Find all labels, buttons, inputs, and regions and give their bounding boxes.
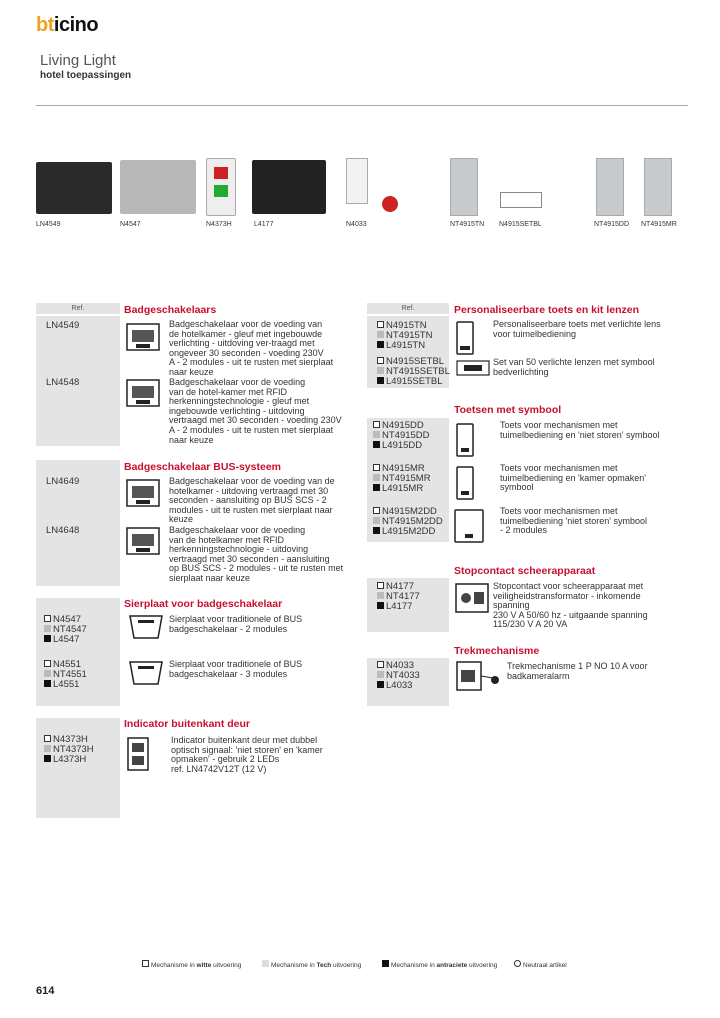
door-indicator-icon xyxy=(126,736,150,777)
grey-square-icon xyxy=(377,671,384,678)
black-square-icon xyxy=(44,755,51,762)
product-description: Indicator buitenkant deur met dubbel optisch signaal: 'niet storen' en 'kamer opmaken' - gebruik 2 LEDs ref. LN4742V12T (12 V) xyxy=(171,735,323,774)
grey-square-icon xyxy=(44,745,51,752)
grey-square-icon xyxy=(44,625,51,632)
ref-code: LN4649 xyxy=(46,476,80,487)
product-description: Badgeschakelaar voor de voeding van de hotelkamer met RFID herkenningstechnologie - uitdoving vertraagd met 30 seconden - aansluiting op BUS SCS - 2 modules - uit te rusten met sierplaat naar keuze xyxy=(169,525,344,583)
badge-switch-icon xyxy=(126,322,160,352)
grey-square-icon xyxy=(377,331,384,338)
product-label: N4373H xyxy=(206,221,232,228)
black-square-icon xyxy=(377,681,384,688)
white-square-icon xyxy=(142,960,149,967)
circle-icon xyxy=(514,960,521,967)
product-description: Toets voor mechanismen met tuimelbediening en 'kamer opmaken' symbool xyxy=(500,463,647,493)
legend-item-antraciete: Mechanisme in antraciete uitvoering xyxy=(382,960,497,969)
product-description: Trekmechanisme 1 P NO 10 A voor badkameralarm xyxy=(507,661,648,681)
product-image-n4547 xyxy=(120,160,196,214)
bticino-logo: bticino xyxy=(36,14,99,36)
grey-square-icon xyxy=(373,431,380,438)
header-divider xyxy=(36,105,688,106)
white-square-icon xyxy=(373,421,380,428)
product-description: Badgeschakelaar voor de voeding van de hotelkamer - uitdoving vertraagd met 30 seconden - aansluiting op BUS SCS - 2 modules - uit te rusten met sierplaat naar keuze xyxy=(169,476,335,525)
product-image-l4177 xyxy=(252,160,326,214)
black-square-icon xyxy=(377,341,384,348)
ref-bar xyxy=(36,718,120,818)
green-indicator-icon xyxy=(214,185,228,197)
lens-set-icon xyxy=(456,360,490,381)
white-square-icon xyxy=(44,660,51,667)
section-title-stopcontact: Stopcontact scheerapparaat xyxy=(454,565,596,577)
white-square-icon xyxy=(44,615,51,622)
bus-badge-switch-rfid-icon xyxy=(126,526,160,556)
section-title-sierplaat: Sierplaat voor badgeschakelaar xyxy=(124,598,283,610)
product-label: N4547 xyxy=(120,221,141,228)
legend-item-tech: Mechanisme in Tech uitvoering xyxy=(262,960,361,969)
white-square-icon xyxy=(373,464,380,471)
make-up-room-key-icon xyxy=(455,465,475,506)
ref-group: N4915M2DD NT4915M2DD L4915M2DD xyxy=(373,507,443,537)
page-number: 614 xyxy=(36,985,55,997)
ref-code: LN4549 xyxy=(46,320,80,331)
product-description: Toets voor mechanismen met tuimelbediening en 'niet storen' symbool xyxy=(500,420,660,440)
section-title-trekmechanisme: Trekmechanisme xyxy=(454,645,540,657)
product-description: Toets voor mechanismen met tuimelbediening 'niet storen' symbool - 2 modules xyxy=(500,506,648,536)
white-square-icon xyxy=(44,735,51,742)
white-square-icon xyxy=(373,507,380,514)
product-image-n4373h xyxy=(206,158,236,216)
cover-plate-3mod-icon xyxy=(126,658,166,688)
product-image-nt4915tn xyxy=(450,158,478,216)
ref-group: N4547 NT4547 L4547 xyxy=(44,615,87,645)
white-square-icon xyxy=(377,357,384,364)
page-subtitle: hotel toepassingen xyxy=(40,70,132,81)
grey-square-icon xyxy=(377,592,384,599)
product-description: Set van 50 verlichte lenzen met symbool bedverlichting xyxy=(493,357,655,377)
white-square-icon xyxy=(377,661,384,668)
ref-group: N4551 NT4551 L4551 xyxy=(44,660,87,690)
grey-square-icon xyxy=(44,670,51,677)
product-image-ln4549 xyxy=(36,162,112,214)
product-description: Stopcontact voor scheerapparaat met veiligheidstransformator - inkomende spanning 230 V A 50/60 hz - uitgaande spanning 115/230 V A 20 VA xyxy=(493,581,648,630)
product-image-nt4915mr xyxy=(644,158,672,216)
section-title-badgeschakelaars: Badgeschakelaars xyxy=(124,304,217,316)
product-label: NT4915TN xyxy=(450,221,485,228)
shaver-socket-icon xyxy=(454,582,490,619)
pull-ball-icon xyxy=(382,196,398,212)
black-square-icon xyxy=(377,377,384,384)
bus-badge-switch-icon xyxy=(126,478,160,508)
ref-code: LN4548 xyxy=(46,377,80,388)
product-label: LN4549 xyxy=(36,221,61,228)
grey-square-icon xyxy=(373,474,380,481)
product-label: NT4915MR xyxy=(641,221,677,228)
black-square-icon xyxy=(377,602,384,609)
product-description: Badgeschakelaar voor de voeding van de hotelkamer - gleuf met ingebouwde verlichting - uitdoving ver-traagd met ongeveer 30 seconden - voeding 230V A - 2 modules - uit te rusten met sierplaat naar keuze xyxy=(169,319,334,377)
product-image-n4915setbl xyxy=(500,192,542,208)
section-title-badgeschakelaar-bus: Badgeschakelaar BUS-systeem xyxy=(124,461,281,473)
black-square-icon xyxy=(373,484,380,491)
product-description: Badgeschakelaar voor de voeding van de hotel-kamer met RFID herkenningstechnologie - gleuf met ingebouwde verlichting - uitdoving vertraagd met 30 seconden - voeding 230V A - 2 modules - uit te rusten met sierplaat naar keuze xyxy=(169,377,342,445)
product-label: NT4915DD xyxy=(594,221,630,228)
pull-switch-body xyxy=(346,158,368,204)
product-description: Sierplaat voor traditionele of BUS badgeschakelaar - 2 modules xyxy=(169,614,303,634)
product-image-nt4915dd xyxy=(596,158,624,216)
red-indicator-icon xyxy=(214,167,228,179)
ref-group: N4915MR NT4915MR L4915MR xyxy=(373,464,431,494)
cover-plate-icon xyxy=(126,612,166,642)
light-grey-square-icon xyxy=(262,960,269,967)
black-square-icon xyxy=(373,441,380,448)
legend-item-white: Mechanisme in witte uitvoering xyxy=(142,960,241,969)
product-label: N4033 xyxy=(346,221,367,228)
ref-column-header: Ref. xyxy=(36,303,120,314)
pull-cord-mechanism-icon xyxy=(455,660,501,697)
ref-group: N4177 NT4177 L4177 xyxy=(377,582,420,612)
do-not-disturb-key-icon xyxy=(455,422,475,463)
do-not-disturb-2mod-key-icon xyxy=(453,508,485,549)
grey-square-icon xyxy=(377,367,384,374)
black-square-icon xyxy=(373,527,380,534)
section-title-indicator: Indicator buitenkant deur xyxy=(124,718,251,730)
black-square-icon xyxy=(44,680,51,687)
grey-square-icon xyxy=(373,517,380,524)
ref-group: N4373H NT4373H L4373H xyxy=(44,735,94,765)
product-description: Sierplaat voor traditionele of BUS badgeschakelaar - 3 modules xyxy=(169,659,303,679)
white-square-icon xyxy=(377,321,384,328)
black-square-icon xyxy=(44,635,51,642)
badge-switch-rfid-icon xyxy=(126,378,160,408)
section-title-toetsen: Toetsen met symbool xyxy=(454,404,562,416)
ref-group: N4915DD NT4915DD L4915DD xyxy=(373,421,430,451)
ref-group: N4915SETBL NT4915SETBL L4915SETBL xyxy=(377,357,450,387)
legend-item-neutral: Neutraal artikel xyxy=(514,960,567,969)
ref-group: N4033 NT4033 L4033 xyxy=(377,661,420,691)
ref-column-header: Ref. xyxy=(367,303,449,314)
page-title: Living Light xyxy=(40,52,116,69)
section-title-personaliseerbare: Personaliseerbare toets en kit lenzen xyxy=(454,304,639,316)
product-image-n4033 xyxy=(346,158,402,218)
black-square-icon xyxy=(382,960,389,967)
ref-group: N4915TN NT4915TN L4915TN xyxy=(377,321,432,351)
product-label: L4177 xyxy=(254,221,274,228)
product-label: N4915SETBL xyxy=(499,221,542,228)
product-description: Personaliseerbare toets met verlichte lens voor tuimelbediening xyxy=(493,319,661,339)
ref-code: LN4648 xyxy=(46,525,80,536)
white-square-icon xyxy=(377,582,384,589)
rocker-key-icon xyxy=(455,320,475,361)
